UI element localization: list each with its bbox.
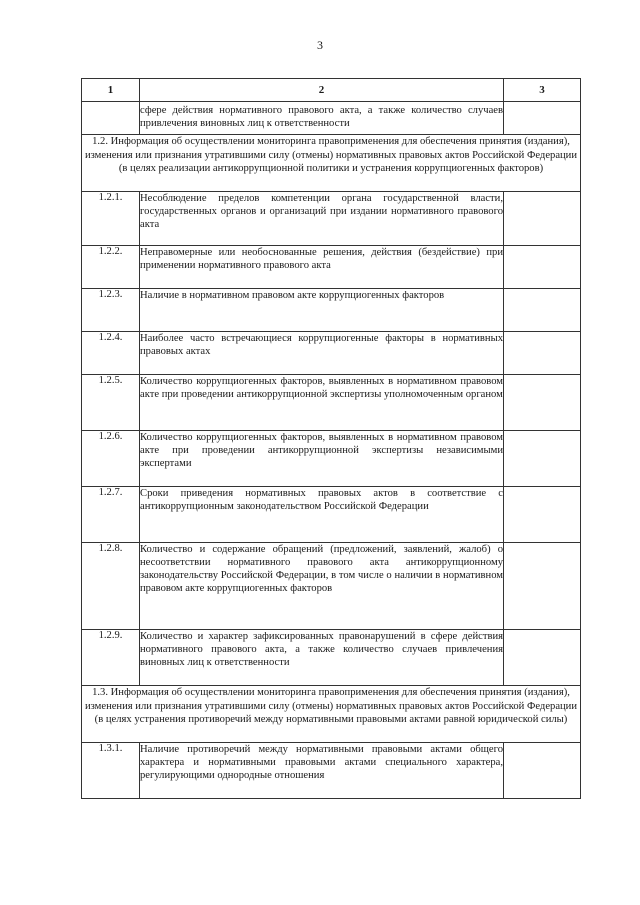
cell-num: 1.2.1.	[82, 192, 140, 246]
cell-value	[504, 289, 581, 332]
cell-num	[82, 102, 140, 135]
cell-value	[504, 246, 581, 289]
cell-value	[504, 630, 581, 686]
table-row	[82, 192, 581, 246]
cell-num: 1.2.7.	[82, 487, 140, 543]
cell-text: Количество коррупциогенных факторов, выявленных в нормативном правовом акте при проведении антикоррупционной экспертизы уполномоченным органом	[140, 375, 504, 431]
monitoring-table	[81, 78, 581, 799]
cell-text: сфере действия нормативного правового акта, а также количество случаев привлечения виновных лиц к ответственности	[140, 102, 504, 135]
table-row	[82, 289, 581, 332]
cell-value	[504, 743, 581, 799]
cell-text: Несоблюдение пределов компетенции органа государственной власти, государственных органов и организаций при издании нормативного правового акта	[140, 192, 504, 246]
column-header-3: 3	[504, 79, 581, 102]
table-row	[82, 487, 581, 543]
section-heading-1-2	[82, 135, 581, 192]
cell-num: 1.2.9.	[82, 630, 140, 686]
cell-text: Количество и характер зафиксированных правонарушений в сфере действия нормативного правового акта, а также количество случаев привлечения виновных лиц к ответственности	[140, 630, 504, 686]
cell-num: 1.2.3.	[82, 289, 140, 332]
cell-num: 1.2.4.	[82, 332, 140, 375]
cell-value	[504, 102, 581, 135]
table-row	[82, 431, 581, 487]
section-heading-1-3	[82, 686, 581, 743]
table-row	[82, 743, 581, 799]
table-row-continuation	[82, 102, 581, 135]
table-row	[82, 246, 581, 289]
cell-value	[504, 487, 581, 543]
column-header-2: 2	[140, 79, 504, 102]
column-header-1: 1	[82, 79, 140, 102]
section-title: 1.2. Информация об осуществлении мониторинга правоприменения для обеспечения принятия (издания), изменения или признания утратившими силу (отмены) нормативных правовых актов Российской Федерации (в целях реализации антикоррупционной политики и устранения коррупциогенных факторов)	[82, 135, 581, 192]
cell-text: Наличие противоречий между нормативными правовыми актами общего характера и нормативными правовыми актами специального характера, регулирующими однородные отношения	[140, 743, 504, 799]
table-header-row	[82, 79, 581, 102]
cell-text: Неправомерные или необоснованные решения, действия (бездействие) при применении нормативного правового акта	[140, 246, 504, 289]
cell-value	[504, 375, 581, 431]
cell-num: 1.2.2.	[82, 246, 140, 289]
cell-num: 1.2.5.	[82, 375, 140, 431]
cell-text: Количество и содержание обращений (предложений, заявлений, жалоб) о несоответствии нормативного правового акта антикоррупционному законодательству Российской Федерации, в том числе о наличии в нормативном правовом акте коррупциогенных факторов	[140, 543, 504, 630]
cell-value	[504, 543, 581, 630]
page-number: 3	[317, 38, 323, 52]
cell-num: 1.3.1.	[82, 743, 140, 799]
cell-text: Количество коррупциогенных факторов, выявленных в нормативном правовом акте при проведении антикоррупционной экспертизы независимыми экспертами	[140, 431, 504, 487]
table-row	[82, 332, 581, 375]
table-row	[82, 543, 581, 630]
cell-num: 1.2.8.	[82, 543, 140, 630]
section-title: 1.3. Информация об осуществлении мониторинга правоприменения для обеспечения принятия (издания), изменения или признания утратившими силу (отмены) нормативных правовых актов Российской Федерации (в целях устранения противоречий между нормативными правовыми актами равной юридической силы)	[82, 686, 581, 743]
table-row	[82, 630, 581, 686]
cell-num: 1.2.6.	[82, 431, 140, 487]
cell-value	[504, 192, 581, 246]
cell-text: Наличие в нормативном правовом акте коррупциогенных факторов	[140, 289, 504, 332]
cell-text: Наиболее часто встречающиеся коррупциогенные факторы в нормативных правовых актах	[140, 332, 504, 375]
cell-text: Сроки приведения нормативных правовых актов в соответствие с антикоррупционным законодательством Российской Федерации	[140, 487, 504, 543]
cell-value	[504, 332, 581, 375]
table-row	[82, 375, 581, 431]
cell-value	[504, 431, 581, 487]
